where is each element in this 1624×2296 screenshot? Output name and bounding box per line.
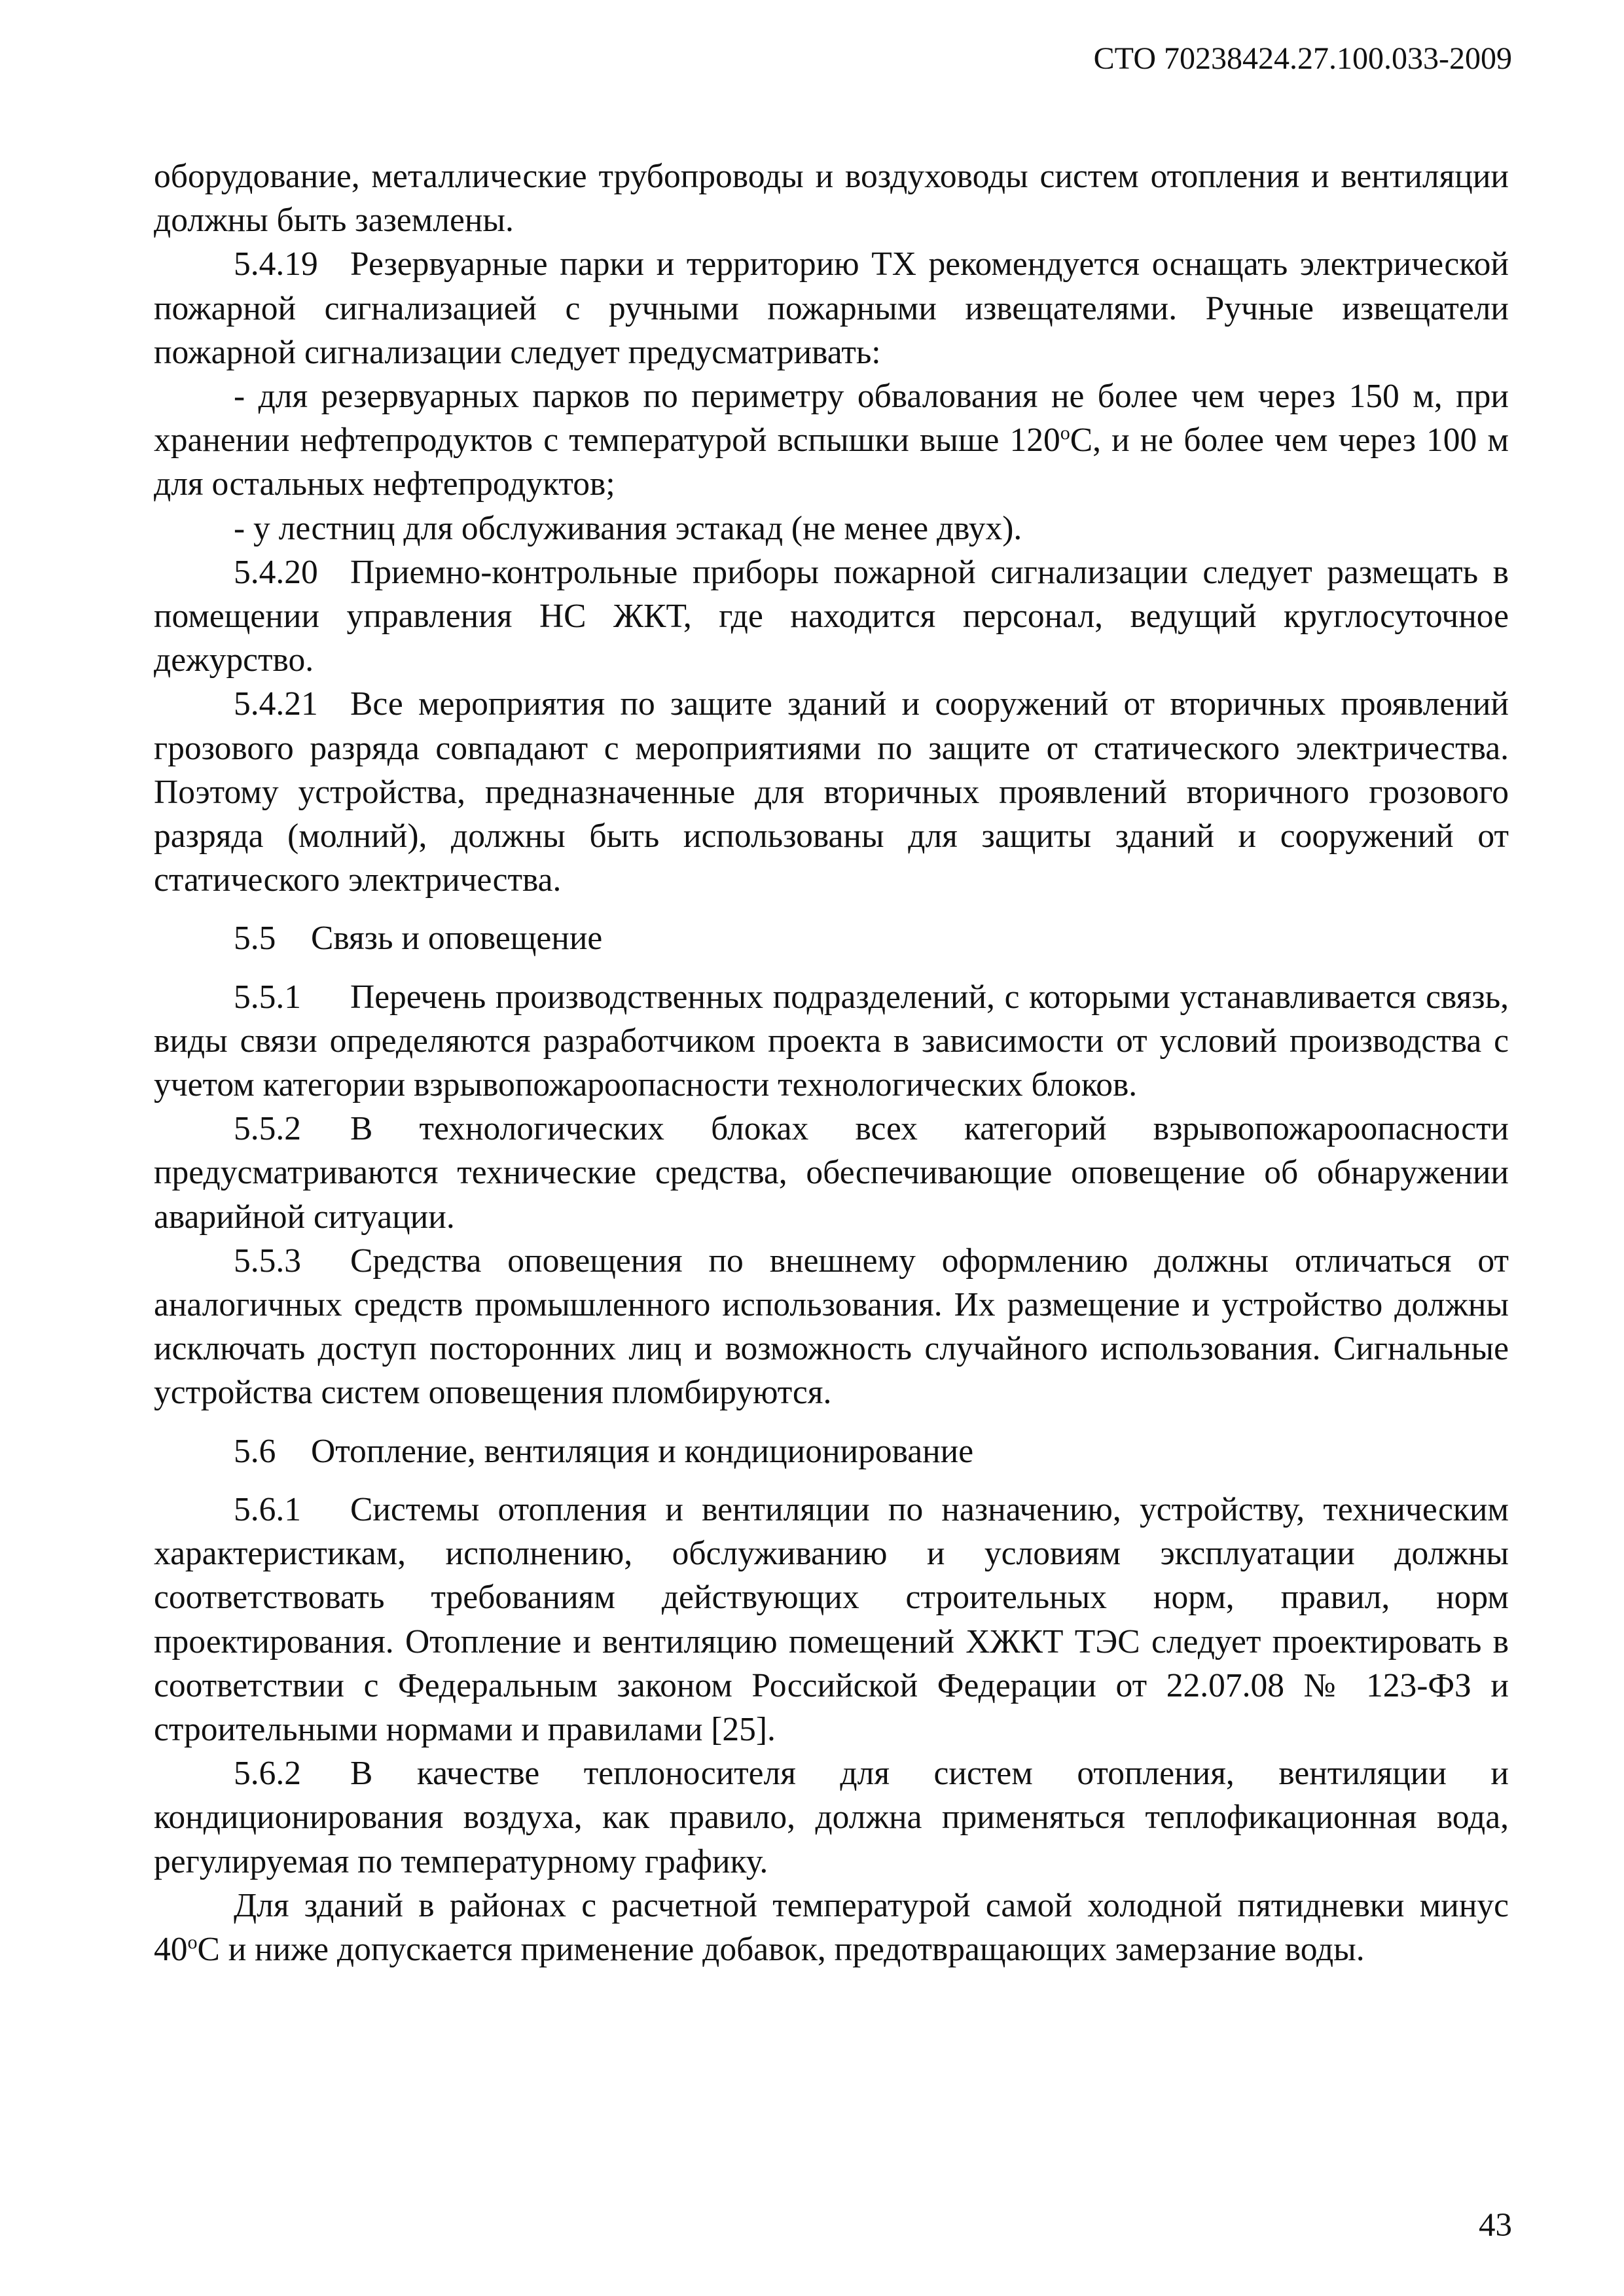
clause-text: В технологических блоках всех категорий взрывопожароопасности предусматриваются технические средства, обеспечивающие оповещение об обнаружении аварийной ситуации. <box>154 1110 1509 1236</box>
section-number: 5.6 <box>234 1432 276 1470</box>
clause-text: Перечень производственных подразделений, с которыми устанавливается связь, виды связи определяются разработчиком проекта в зависимости от условий производства с учетом категории взрывопожароопасности технологических блоков. <box>154 978 1509 1104</box>
degree-mark: о <box>1060 422 1070 444</box>
paragraph-5-6-2 <box>154 1751 1509 1884</box>
clause-text: Системы отопления и вентиляции по назначению, устройству, техническим характеристикам, исполнению, обслуживанию и условиям эксплуатации должны соответствовать требованиям действующих строительных норм, правил, норм проектирования. Отопление и вентиляцию помещений ХЖКТ ТЭС следует проектировать в соответствии с Федеральным законом Российской Федерации от 22.07.08 № 123-ФЗ и строительными нормами и правилами [25]. <box>154 1490 1509 1748</box>
clause-number: 5.4.19 <box>234 245 318 283</box>
list-item-text-continued: С, и не более чем через 100 м для остальных нефтепродуктов; <box>154 422 1509 503</box>
document-code: СТО 70238424.27.100.033-2009 <box>1093 41 1512 76</box>
list-item-text: - для резервуарных парков по периметру обвалования не более чем через 150 м, при хранении нефтепродуктов с температурой вспышки выше 120 <box>154 378 1509 459</box>
section-title: Отопление, вентиляция и кондиционирование <box>311 1432 974 1470</box>
list-item-tank-parks <box>154 374 1509 507</box>
paragraph-5-5-2 <box>154 1107 1509 1239</box>
clause-number: 5.5.2 <box>234 1110 301 1148</box>
paragraph-5-4-19 <box>154 242 1509 374</box>
paragraph-text: Для зданий в районах с расчетной температурой самой холодной пятидневки минус 40 <box>154 1886 1509 1968</box>
paragraph-5-6-1 <box>154 1488 1509 1751</box>
clause-number: 5.6.1 <box>234 1490 301 1528</box>
section-heading-5-5 <box>154 916 1509 960</box>
section-number: 5.5 <box>234 920 276 958</box>
list-item-stairs: - у лестниц для обслуживания эстакад (не менее двух). <box>234 509 1022 547</box>
clause-number: 5.5.3 <box>234 1242 301 1280</box>
degree-mark: о <box>187 1931 198 1953</box>
clause-number: 5.4.20 <box>234 553 318 591</box>
paragraph-cold-regions <box>154 1884 1509 1971</box>
section-heading-5-6 <box>154 1429 1509 1473</box>
clause-text: Приемно-контрольные приборы пожарной сигнализации следует размещать в помещении управления НС ЖКТ, где находится персонал, ведущий круглосуточное дежурство. <box>154 553 1509 679</box>
clause-number: 5.5.1 <box>234 978 301 1016</box>
section-title: Связь и оповещение <box>311 920 603 958</box>
clause-number: 5.4.21 <box>234 685 318 723</box>
clause-number: 5.6.2 <box>234 1755 301 1793</box>
paragraph-text-continued: С и ниже допускается применение добавок, предотвращающих замерзание воды. <box>197 1930 1365 1968</box>
document-body <box>154 154 1509 1971</box>
paragraph-continuation: оборудование, металлические трубопроводы и воздуховоды систем отопления и вентиляции должны быть заземлены. <box>154 158 1509 240</box>
paragraph-5-5-1 <box>154 975 1509 1107</box>
paragraph-5-5-3 <box>154 1239 1509 1415</box>
paragraph-5-4-21 <box>154 682 1509 902</box>
clause-text: В качестве теплоносителя для систем отопления, вентиляции и кондиционирования воздуха, как правило, должна применяться теплофикационная вода, регулируемая по температурному графику. <box>154 1755 1509 1880</box>
clause-text: Средства оповещения по внешнему оформлению должны отличаться от аналогичных средств промышленного использования. Их размещение и устройство должны исключать доступ посторонних лиц и возможность случайного использования. Сигнальные устройства систем оповещения пломбируются. <box>154 1242 1509 1412</box>
page-number: 43 <box>1479 2207 1512 2244</box>
clause-text: Резервуарные парки и территорию ТХ рекомендуется оснащать электрической пожарной сигнализацией с ручными пожарными извещателями. Ручные извещатели пожарной сигнализации следует предусматривать: <box>154 245 1509 371</box>
clause-text: Все мероприятия по защите зданий и сооружений от вторичных проявлений грозового разряда совпадают с мероприятиями по защите от статического электричества. Поэтому устройства, предназначенные для вторичных проявлений вторичного грозового разряда (молний), должны быть использованы для защиты зданий и сооружений от статического электричества. <box>154 685 1509 899</box>
paragraph-5-4-20 <box>154 550 1509 683</box>
